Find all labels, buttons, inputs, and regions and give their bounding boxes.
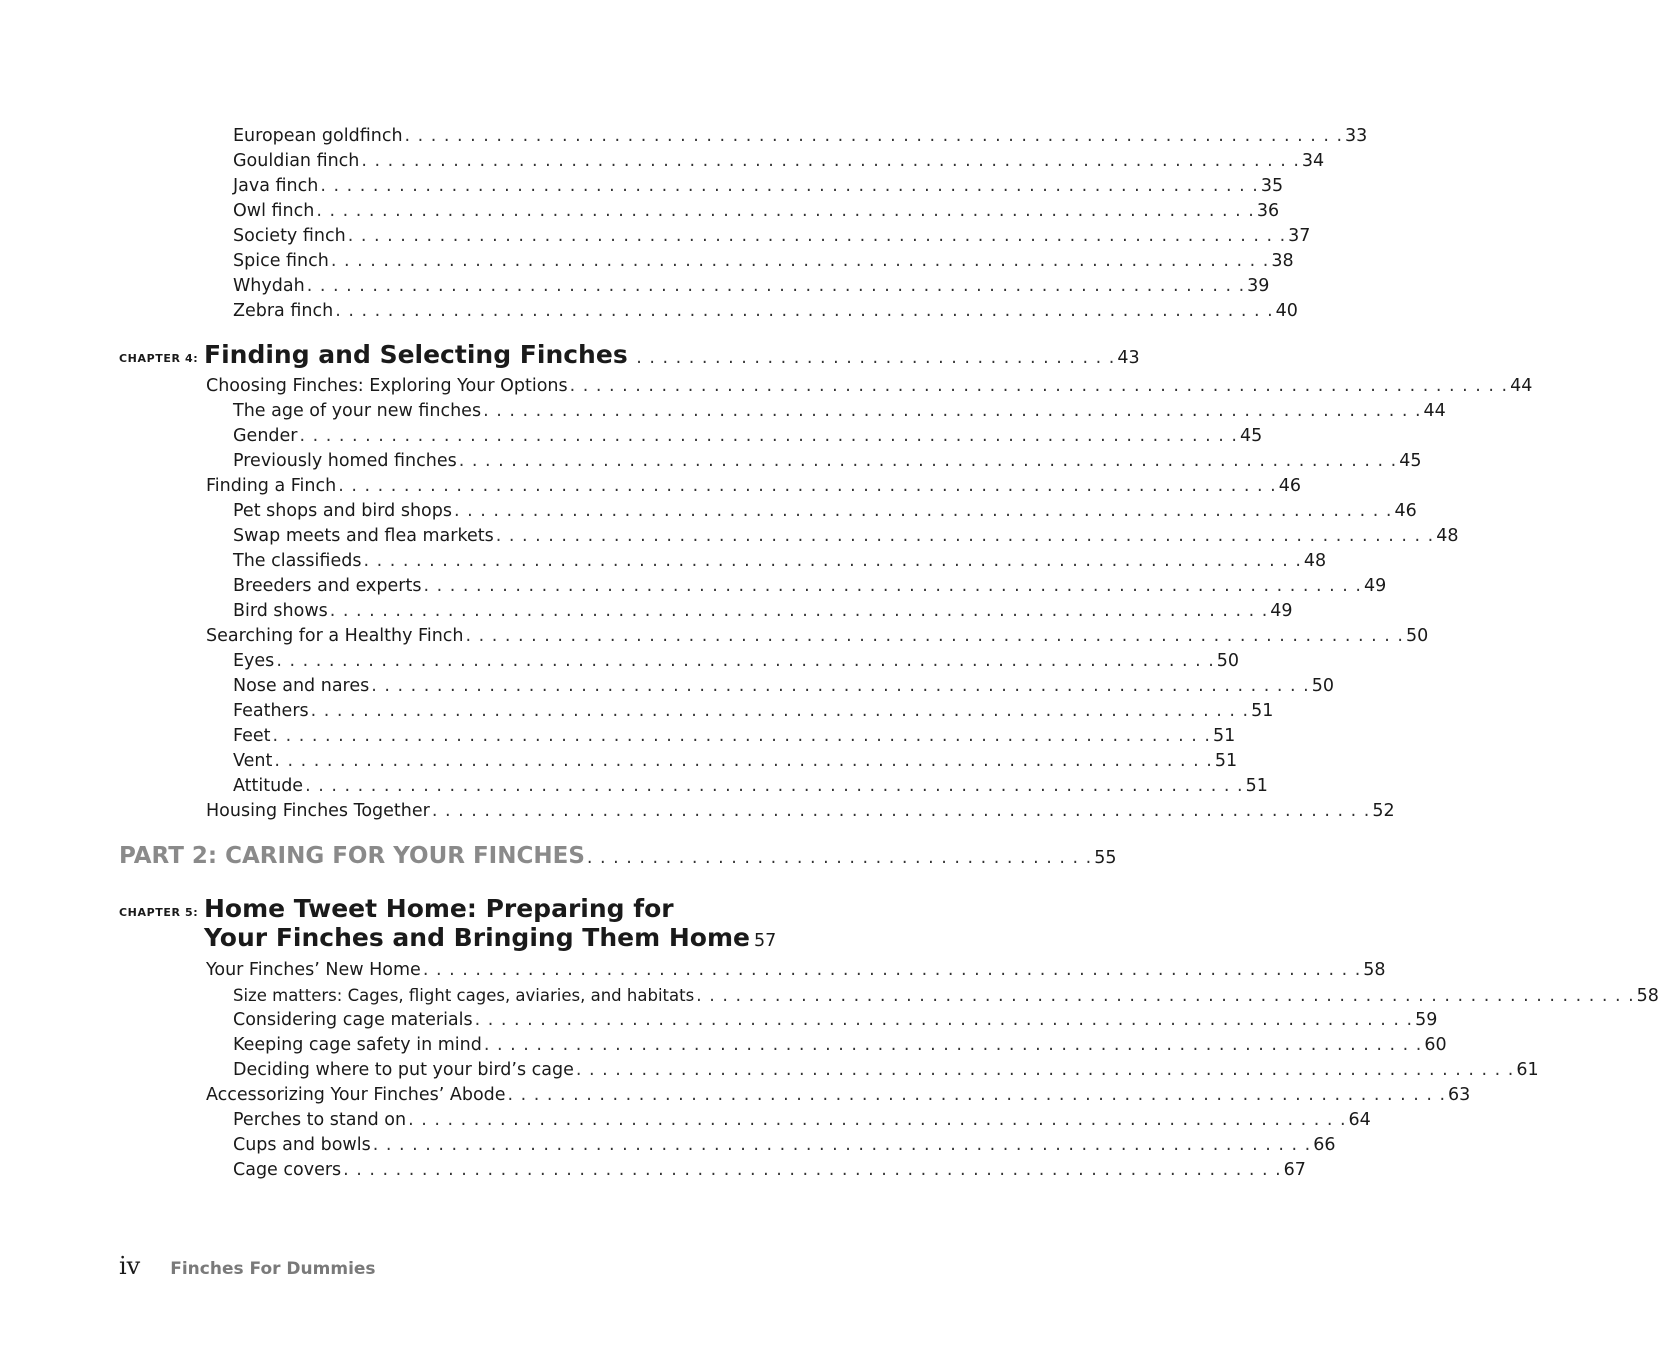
toc-entry-page: 38	[1271, 251, 1294, 271]
dot-leader: . . . . . . . . . . . . . . . . . . . . . . . . . . . . . . . . . . . . . . . . . . . . . . . . . . . . . . . . . . . . . . . . . . . . . . . .	[363, 551, 1302, 571]
toc-entry	[206, 624, 1429, 649]
dot-leader: . . . . . . . . . . . . . . . . . . . . . . . . . . . . . . . . . . . . . . . . . . . . . . . . . . . . . . . . . . . . . . . . . . . . . . . .	[316, 201, 1255, 221]
toc-entry	[233, 574, 1387, 599]
dot-leader: . . . . . . . . . . . . . . . . . . . . . . . . . . . . . . . . . . . . . . . . . . . . . . . . . . . . . . . . . . . . . . . . . . . . . . . .	[274, 751, 1213, 771]
toc-entry-page: 60	[1424, 1035, 1447, 1055]
toc-entry-page: 37	[1288, 226, 1311, 246]
toc-entry-title: European goldfinch	[233, 126, 403, 146]
toc-entry-page: 51	[1251, 701, 1274, 721]
toc-entry-page: 45	[1239, 426, 1263, 446]
dot-leader: . . . . . . . . . . . . . . . . . . . . . . . . . . . . . . . . . . . . . . . . . . . . . . . . . . . . . . . . . . . . . . . . . . . . . . . .	[422, 960, 1362, 980]
toc-entry-page: 51	[1214, 751, 1238, 771]
toc-entry	[233, 149, 1325, 174]
toc-entry-page: 51	[1213, 726, 1236, 746]
toc-entry	[206, 1083, 1471, 1108]
toc-entry-title: Searching for a Healthy Finch	[206, 626, 464, 646]
toc-entry-title: Feet	[233, 726, 271, 746]
toc-entry-page: 35	[1260, 176, 1284, 196]
toc-entry-page: 34	[1301, 151, 1325, 171]
dot-leader: . . . . . . . . . . . . . . . . . . . . . . . . . . . . . . . . . . . . . . . . . . . . . . . . . . . . . . . . . . . . . . . . . . . . . . . .	[310, 701, 1250, 721]
dot-leader: . . . . . . . . . . . . . . . . . . . . . . . . . . . . . . . . . . . . . . . . . . . . . . . . . . . . . . . . . . . . . . . . . . . . . . . .	[330, 251, 1270, 271]
dot-leader: . . . . . . . . . . . . . . . . . . . . . . . . . . . . . . . . . . . . . . . . . . . . . . . . . . . . . . . . . . . . . . . . . . . . . . . .	[299, 426, 1238, 446]
toc-entry-title: Whydah	[233, 276, 305, 296]
toc-entry	[233, 499, 1417, 524]
toc-entry	[233, 249, 1294, 274]
toc-entry	[233, 124, 1368, 149]
toc-entry	[233, 224, 1311, 249]
toc-entry-page: 49	[1270, 601, 1293, 621]
toc-entry-page: 67	[1283, 1160, 1306, 1180]
toc-entry-page: 58	[1363, 960, 1386, 980]
toc-entry-title: Bird shows	[233, 601, 328, 621]
dot-leader: . . . . . . . . . . . . . . . . . . . . . . . . . . . . . . . . . . . . . . . . . . . . . . . . . . . . . . . . . . . . . . . . . . . . . . . .	[483, 401, 1422, 421]
toc-entry-page: 66	[1313, 1135, 1336, 1155]
toc-entry-title: Gender	[233, 426, 298, 446]
toc-entry-page: 49	[1363, 576, 1387, 596]
toc-entry-page: 52	[1372, 801, 1395, 821]
toc-entry-page: 58	[1636, 986, 1659, 1006]
dot-leader: . . . . . . . . . . . . . . . . . . . . . . . . . . . . . . . . . . . . . . . . . . . . . . . . . . . . . . . . . . . . . . . . . . . . . . . .	[372, 1135, 1312, 1155]
toc-entry	[233, 724, 1236, 749]
dot-leader: . . . . . . . . . . . . . . . . . . . . . . . . . . . . . . . . . . . . . . . . . . . . . . . . . . . . . . . . . . . . . . . . . . . . . . . .	[306, 276, 1246, 296]
toc-entry	[233, 524, 1459, 549]
dot-leader: . . . . . . . . . . . . . . . . . . . . . . . . . . . . . . . . . . . . . . . . . . . . . . . . . . . . . . . . . . . . . . . . . . . . . . . .	[361, 151, 1300, 171]
toc-entry-page: 45	[1399, 451, 1422, 471]
dot-leader: . . . . . . . . . . . . . . . . . . . . . . . . . . . . . . . . . . . . . . .	[586, 848, 1093, 868]
toc-entry-title: Size matters: Cages, flight cages, aviaries, and habitats	[233, 986, 695, 1005]
page-footer	[119, 1252, 376, 1280]
toc-entry-title: Vent	[233, 751, 273, 771]
chapter-title-line-2: Your Finches and Bringing Them Home	[204, 923, 750, 952]
chapter-5-heading	[119, 894, 777, 956]
dot-leader: . . . . . . . . . . . . . . . . . . . . . . . . . . . . . . . . . . . . . . . . . . . . . . . . . . . . . . . . . . . . . . . . . . . . . . . .	[453, 501, 1393, 521]
dot-leader: . . . . . . . . . . . . . . . . . . . . . . . . . . . . . . . . . . . . .	[629, 348, 1116, 368]
dot-leader: . . . . . . . . . . . . . . . . . . . . . . . . . . . . . . . . . . . . . . . . . . . . . . . . . . . . . . . . . . . . . . . . . . . . . . . .	[495, 526, 1435, 546]
toc-entry-title: Cage covers	[233, 1160, 342, 1180]
toc-entry-title: Zebra finch	[233, 301, 334, 321]
toc-entry-title: Cups and bowls	[233, 1135, 371, 1155]
dot-leader: . . . . . . . . . . . . . . . . . . . . . . . . . . . . . . . . . . . . . . . . . . . . . . . . . . . . . . . . . . . . . . . . . . . . . . . .	[431, 801, 1371, 821]
toc-entry	[206, 799, 1395, 824]
toc-entry	[233, 699, 1274, 724]
toc-entry-page: 39	[1247, 276, 1270, 296]
toc-entry-page: 36	[1256, 201, 1280, 221]
toc-entry-title: Your Finches’ New Home	[206, 960, 421, 980]
toc-entry-title: The age of your new finches	[233, 401, 482, 421]
toc-entry-title: Java finch	[233, 176, 319, 196]
toc-entry	[233, 424, 1263, 449]
toc-entry	[206, 958, 1386, 983]
toc-entry-title: Gouldian finch	[233, 151, 360, 171]
toc-entry-title: Swap meets and flea markets	[233, 526, 494, 546]
toc-entry-title: Owl finch	[233, 201, 315, 221]
dot-leader: . . . . . . . . . . . . . . . . . . . . . . . . . . . . . . . . . . . . . . . . . . . . . . . . . . . . . . . . . . . . . . . . . . . . . . . .	[483, 1035, 1423, 1055]
toc-entry-page: 64	[1348, 1110, 1371, 1130]
dot-leader: . . . . . . . . . . . . . . . . . . . . . . . . . . . . . . . . . . . . . . . . . . . . . . . . . . . . . . . . . . . . . . . . . . . . . . . .	[404, 126, 1344, 146]
toc-entry-title: Nose and nares	[233, 676, 370, 696]
toc-entry	[233, 449, 1422, 474]
toc-entry	[233, 549, 1327, 574]
toc-entry-title: Perches to stand on	[233, 1110, 407, 1130]
toc-entry-page: 44	[1510, 376, 1533, 396]
toc-entry	[233, 199, 1280, 224]
toc-entry	[233, 274, 1270, 299]
dot-leader: . . . . . . . . . . . . . . . . . . . . . . . . . . . . . . . . . . . . . . . . . . . . . . . . . . . . . . . . . . . . . . . . . . . . . . . .	[329, 601, 1269, 621]
toc-entry-page: 48	[1303, 551, 1327, 571]
dot-leader: . . . . . . . . . . . . . . . . . . . . . . . . . . . . . . . . . . . . . . . . . . . . . . . . . . . . . . . . . . . . . . . . . . . . . . . .	[507, 1085, 1447, 1105]
toc-entry	[233, 299, 1298, 324]
dot-leader: . . . . . . . . . . . . . . . . . . . . . . . . . . . . . . . . . . . . . . . . . . . . . . . . . . . . . . . . . . . . . . . . . . . . . . . .	[272, 726, 1211, 746]
toc-entry-page: 46	[1394, 501, 1417, 521]
toc-entry	[233, 1133, 1336, 1158]
toc-entry	[233, 749, 1238, 774]
dot-leader: . . . . . . . . . . . . . . . . . . . . . . . . . . . . . . . . . . . . . . . . . . . . . . . . . . . . . . . . . . . . . . . . . . . . . . . .	[343, 1160, 1282, 1180]
part-2-heading	[119, 843, 1117, 869]
dot-leader: . . . . . . . . . . . . . . . . . . . . . . . . . . . . . . . . . . . . . . . . . . . . . . . . . . . . . . . . . . . . . . . . . . . . . . . .	[569, 376, 1509, 396]
dot-leader: . . . . . . . . . . . . . . . . . . . . . . . . . . . . . . . . . . . . . . . . . . . . . . . . . . . . . . . . . . . . . . . . . . . . . . . .	[458, 451, 1398, 471]
chapter-page: 57	[753, 931, 777, 951]
chapter-4-heading	[119, 340, 1140, 374]
dot-leader: . . . . . . . . . . . . . . . . . . . . . . . . . . . . . . . . . . . . . . . . . . . . . . . . . . . . . . . . . . . . . . . . . . . . . . . .	[575, 1060, 1515, 1080]
dot-leader: . . . . . . . . . . . . . . . . . . . . . . . . . . . . . . . . . . . . . . . . . . . . . . . . . . . . . . . . . . . . . . . . . . . . . . . .	[423, 576, 1362, 596]
toc-entry-page: 46	[1278, 476, 1301, 496]
toc-entry	[233, 599, 1293, 624]
dot-leader: . . . . . . . . . . . . . . . . . . . . . . . . . . . . . . . . . . . . . . . . . . . . . . . . . . . . . . . . . . . . . . . . . . . . . . . .	[338, 476, 1277, 496]
toc-entry-title: Pet shops and bird shops	[233, 501, 452, 521]
toc-entry-title: Deciding where to put your bird’s cage	[233, 1060, 574, 1080]
chapter-page: 43	[1117, 348, 1140, 368]
toc-entry-page: 48	[1436, 526, 1459, 546]
toc-entry	[233, 1008, 1438, 1033]
toc-entry	[233, 983, 1659, 1008]
chapter-label: CHAPTER 4:	[119, 352, 199, 365]
toc-entry-page: 33	[1345, 126, 1368, 146]
toc-entry-title: Previously homed finches	[233, 451, 457, 471]
toc-entry	[233, 674, 1335, 699]
dot-leader: . . . . . . . . . . . . . . . . . . . . . . . . . . . . . . . . . . . . . . . . . . . . . . . . . . . . . . . . . . . . . . . . . . . . . . . .	[276, 651, 1215, 671]
toc-entry-page: 50	[1406, 626, 1429, 646]
dot-leader: . . . . . . . . . . . . . . . . . . . . . . . . . . . . . . . . . . . . . . . . . . . . . . . . . . . . . . . . . . . . . . . . . . . . . . . .	[696, 986, 1635, 1006]
dot-leader: . . . . . . . . . . . . . . . . . . . . . . . . . . . . . . . . . . . . . . . . . . . . . . . . . . . . . . . . . . . . . . . . . . . . . . . .	[371, 676, 1310, 696]
toc-entry-title: The classifieds	[233, 551, 362, 571]
toc-entry-title: Finding a Finch	[206, 476, 337, 496]
toc-entry-title: Eyes	[233, 651, 275, 671]
toc-entry-title: Feathers	[233, 701, 309, 721]
part-page: 55	[1094, 848, 1117, 868]
chapter-title: Finding and Selecting Finches	[204, 340, 628, 369]
toc-entry-page: 51	[1245, 776, 1268, 796]
toc-entry-title: Housing Finches Together	[206, 801, 430, 821]
dot-leader: . . . . . . . . . . . . . . . . . . . . . . . . . . . . . . . . . . . . . . . . . . . . . . . . . . . . . . . . . . . . . . . . . . . . . . . .	[474, 1010, 1414, 1030]
toc-entry-page: 61	[1516, 1060, 1539, 1080]
chapter-label: CHAPTER 5:	[119, 906, 199, 919]
toc-entry-title: Society finch	[233, 226, 346, 246]
toc-entry-title: Attitude	[233, 776, 304, 796]
toc-entry-title: Choosing Finches: Exploring Your Options	[206, 376, 568, 396]
toc-entry	[233, 1158, 1306, 1183]
toc-entry	[206, 374, 1533, 399]
toc-entry-title: Considering cage materials	[233, 1010, 473, 1030]
page-number: iv	[119, 1252, 141, 1280]
toc-entry	[233, 774, 1268, 799]
dot-leader: . . . . . . . . . . . . . . . . . . . . . . . . . . . . . . . . . . . . . . . . . . . . . . . . . . . . . . . . . . . . . . . . . . . . . . . .	[347, 226, 1287, 246]
dot-leader: . . . . . . . . . . . . . . . . . . . . . . . . . . . . . . . . . . . . . . . . . . . . . . . . . . . . . . . . . . . . . . . . . . . . . . . .	[320, 176, 1259, 196]
toc-entry-page: 63	[1448, 1085, 1471, 1105]
toc-entry	[233, 174, 1284, 199]
dot-leader: . . . . . . . . . . . . . . . . . . . . . . . . . . . . . . . . . . . . . . . . . . . . . . . . . . . . . . . . . . . . . . . . . . . . . . . .	[408, 1110, 1347, 1130]
part-title: PART 2: CARING FOR YOUR FINCHES	[119, 843, 585, 869]
toc-entry-page: 44	[1423, 401, 1446, 421]
toc-entry	[233, 1108, 1371, 1133]
dot-leader: . . . . . . . . . . . . . . . . . . . . . . . . . . . . . . . . . . . . . . . . . . . . . . . . . . . . . . . . . . . . . . . . . . . . . . . .	[335, 301, 1274, 321]
toc-entry-title: Spice finch	[233, 251, 329, 271]
toc-entry	[233, 1033, 1447, 1058]
toc-entry	[233, 399, 1446, 424]
dot-leader: . . . . . . . . . . . . . . . . . . . . . . . . . . . . . . . . . . . . . . . . . . . . . . . . . . . . . . . . . . . . . . . . . . . . . . . .	[465, 626, 1404, 646]
toc-entry	[206, 474, 1301, 499]
toc-entry	[233, 1058, 1539, 1083]
toc-entry-page: 50	[1216, 651, 1240, 671]
toc-entry-title: Accessorizing Your Finches’ Abode	[206, 1085, 506, 1105]
running-footer-title: Finches For Dummies	[170, 1259, 376, 1279]
toc-entry-title: Breeders and experts	[233, 576, 422, 596]
dot-leader: . . . . . . . . . . . . . . . . . . . . . . . . . . . . . . . . . . . . . . . . . . . . . . . . . . . . . . . . . . . . . . . . . . . . . . . .	[305, 776, 1244, 796]
chapter-title-line-1: Home Tweet Home: Preparing for	[204, 894, 674, 923]
toc-entry-page: 40	[1275, 301, 1298, 321]
toc-entry	[233, 649, 1240, 674]
toc-entry-title: Keeping cage safety in mind	[233, 1035, 482, 1055]
toc-entry-page: 59	[1415, 1010, 1438, 1030]
toc-entry-page: 50	[1311, 676, 1335, 696]
